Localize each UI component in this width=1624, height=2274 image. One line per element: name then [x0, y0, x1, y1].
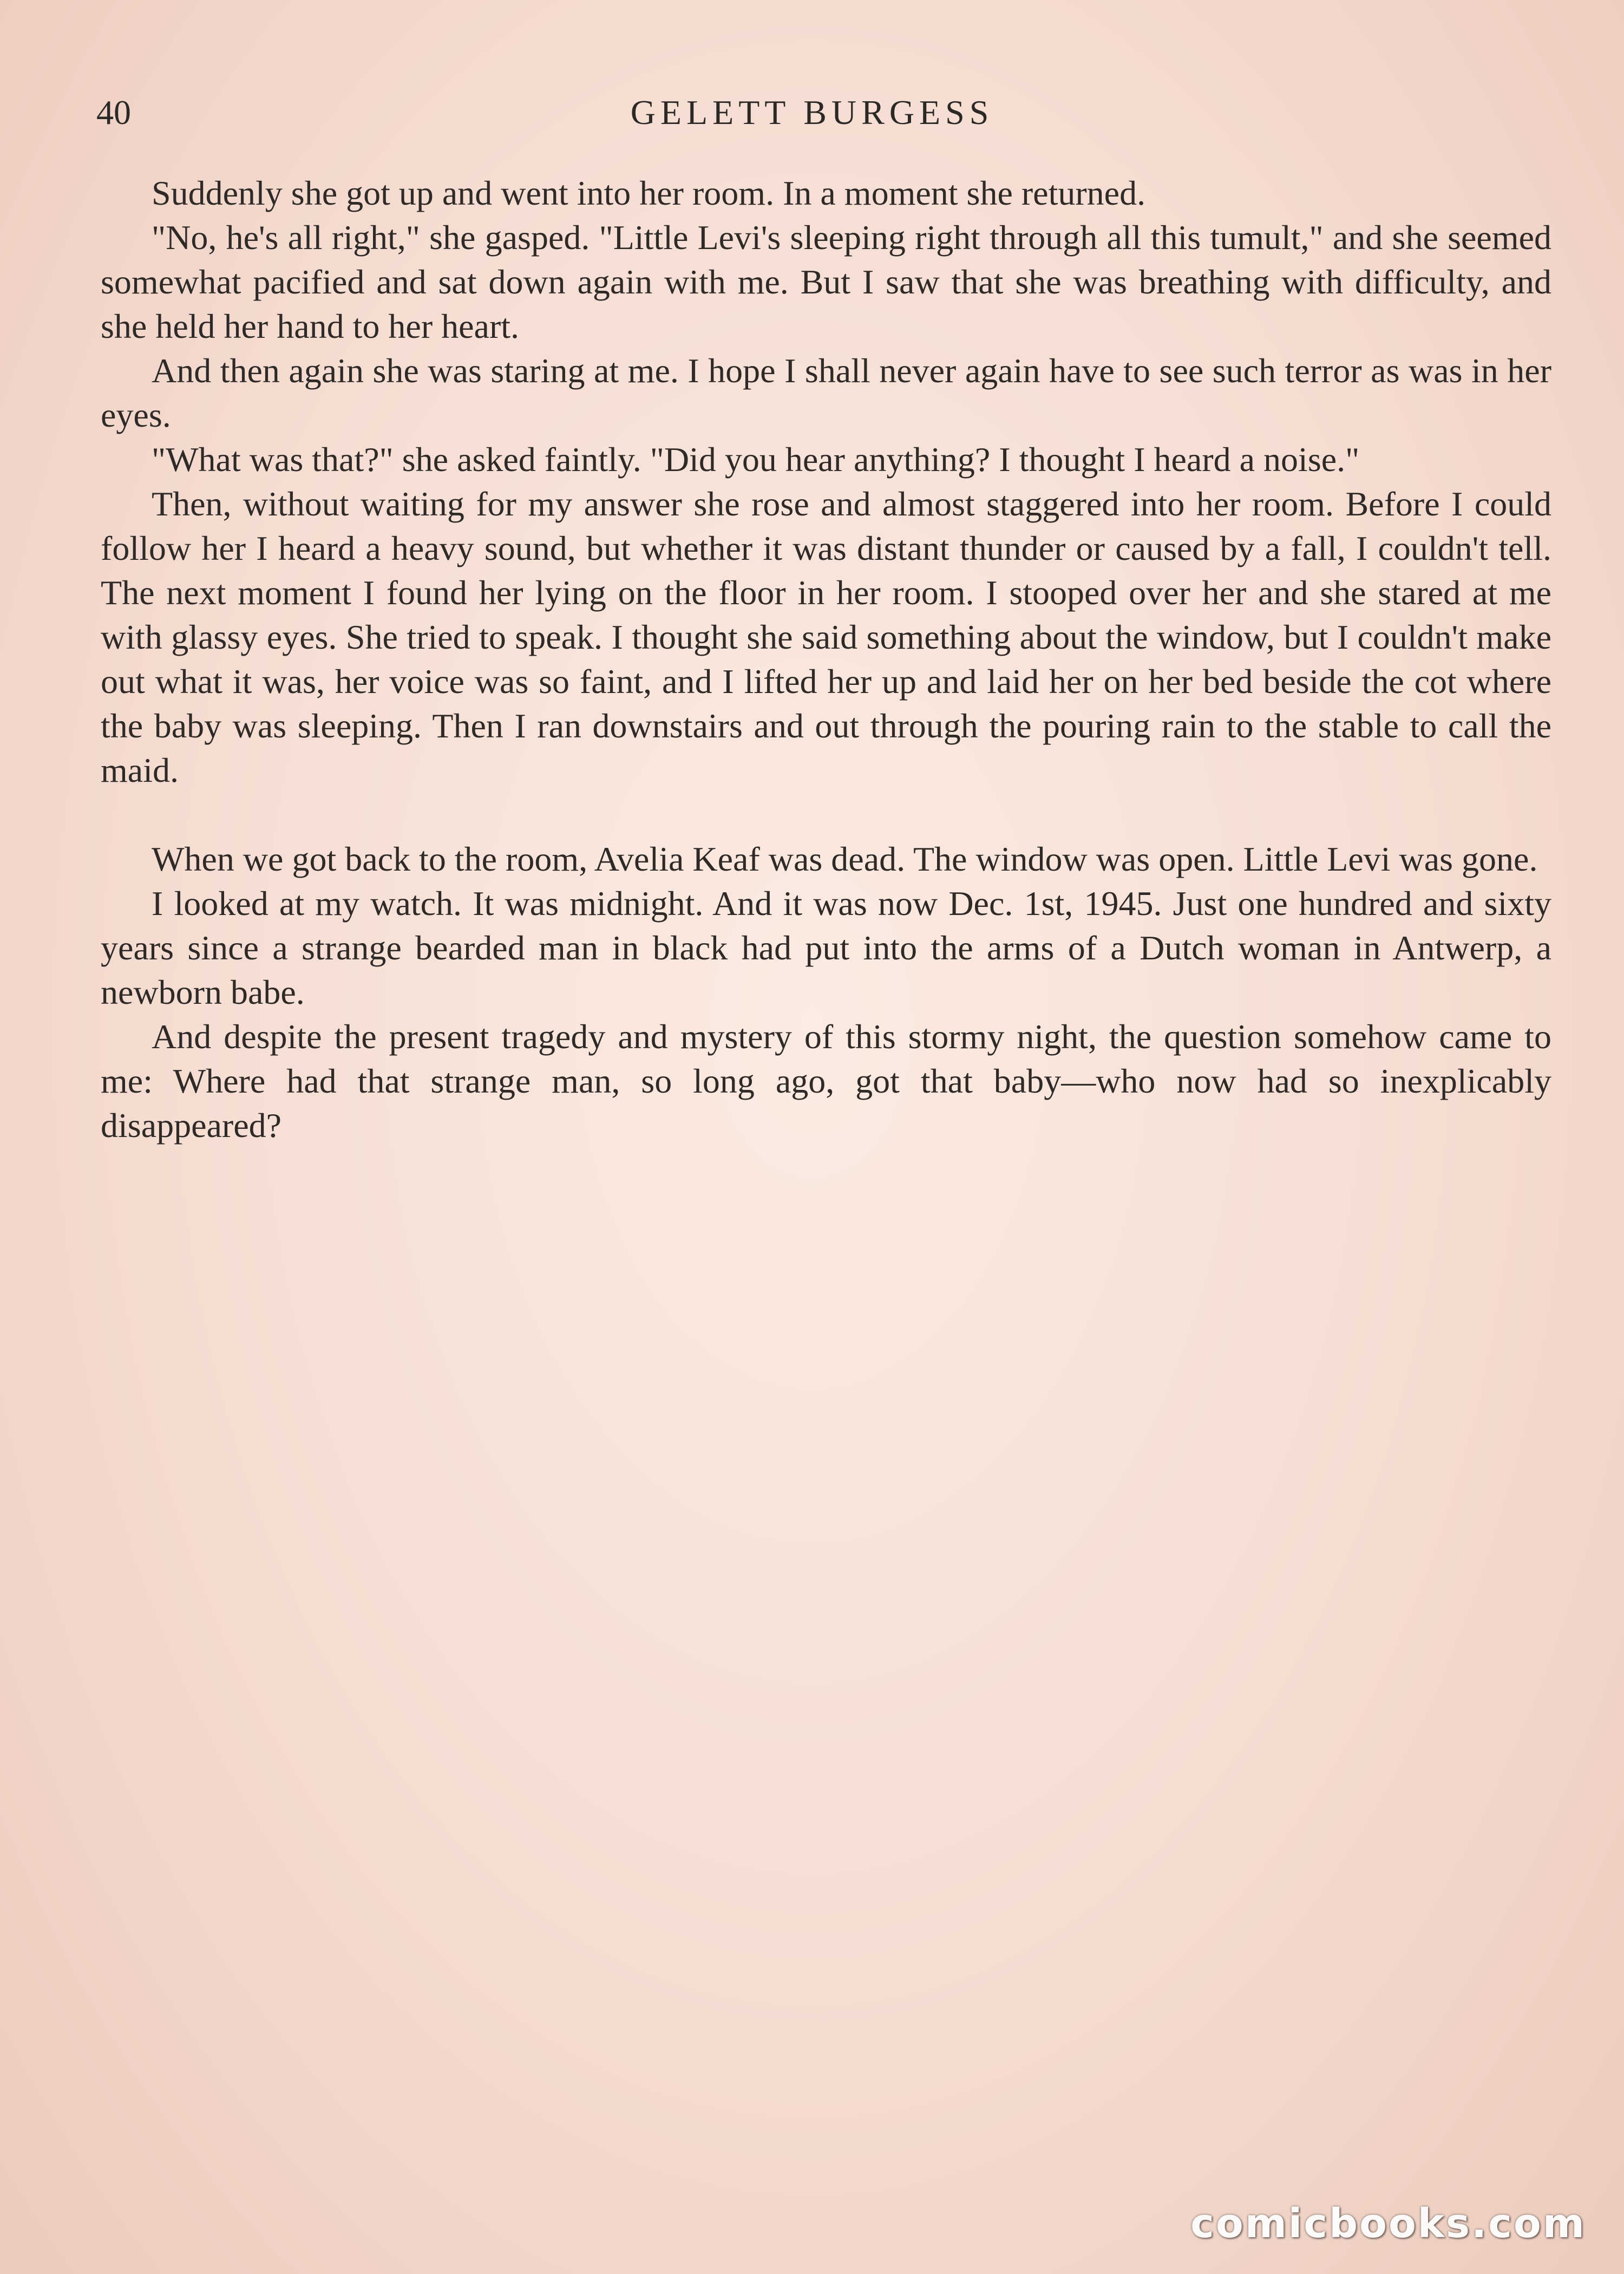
site-watermark: comicbooks.com — [1190, 2200, 1586, 2247]
paragraph: Then, without waiting for my answer she rose and almost staggered into her room. Before I could follow her I heard a heavy sound, but whether it was distant thunder or caused by a fall, I couldn't tell. The next moment I found her lying on the floor in her room. I stooped over her and she stared at me with glassy eyes. She tried to speak. I thought she said something about the window, but I couldn't make out what it was, her voice was so faint, and I lifted her up and laid her on her bed beside the cot where the baby was sleeping. Then I ran downstairs and out through the pouring rain to the stable to call the maid. — [101, 485, 1551, 789]
paragraph: "What was that?" she asked faintly. "Did you hear anything? I thought I heard a noise." — [152, 440, 1360, 479]
page-number: 40 — [96, 93, 131, 132]
paragraph: Suddenly she got up and went into her room. In a moment she returned. — [152, 174, 1146, 212]
section-break — [101, 793, 1551, 837]
paragraph: I looked at my watch. It was midnight. And it was now Dec. 1st, 1945. Just one hundred and sixty years since a strange bearded man in black had put into the arms of a Dutch woman in Antwerp, a newborn babe. — [101, 884, 1551, 1011]
paragraph: And despite the present tragedy and mystery of this stormy night, the question somehow came to me: Where had that strange man, so long ago, got that baby—who now had so inexplicably disappeared? — [101, 1017, 1551, 1145]
paragraph: "No, he's all right," she gasped. "Little Levi's sleeping right through all this tumult," and she seemed somewhat pacified and sat down again with me. But I saw that she was breathing with difficulty, and she held her hand to her heart. — [101, 218, 1551, 345]
body-text — [101, 171, 1551, 1148]
running-head: GELETT BURGESS — [630, 93, 994, 132]
paragraph: And then again she was staring at me. I hope I shall never again have to see such terror as was in her eyes. — [101, 351, 1551, 434]
paragraph: When we got back to the room, Avelia Keaf was dead. The window was open. Little Levi was gone. — [152, 840, 1538, 878]
